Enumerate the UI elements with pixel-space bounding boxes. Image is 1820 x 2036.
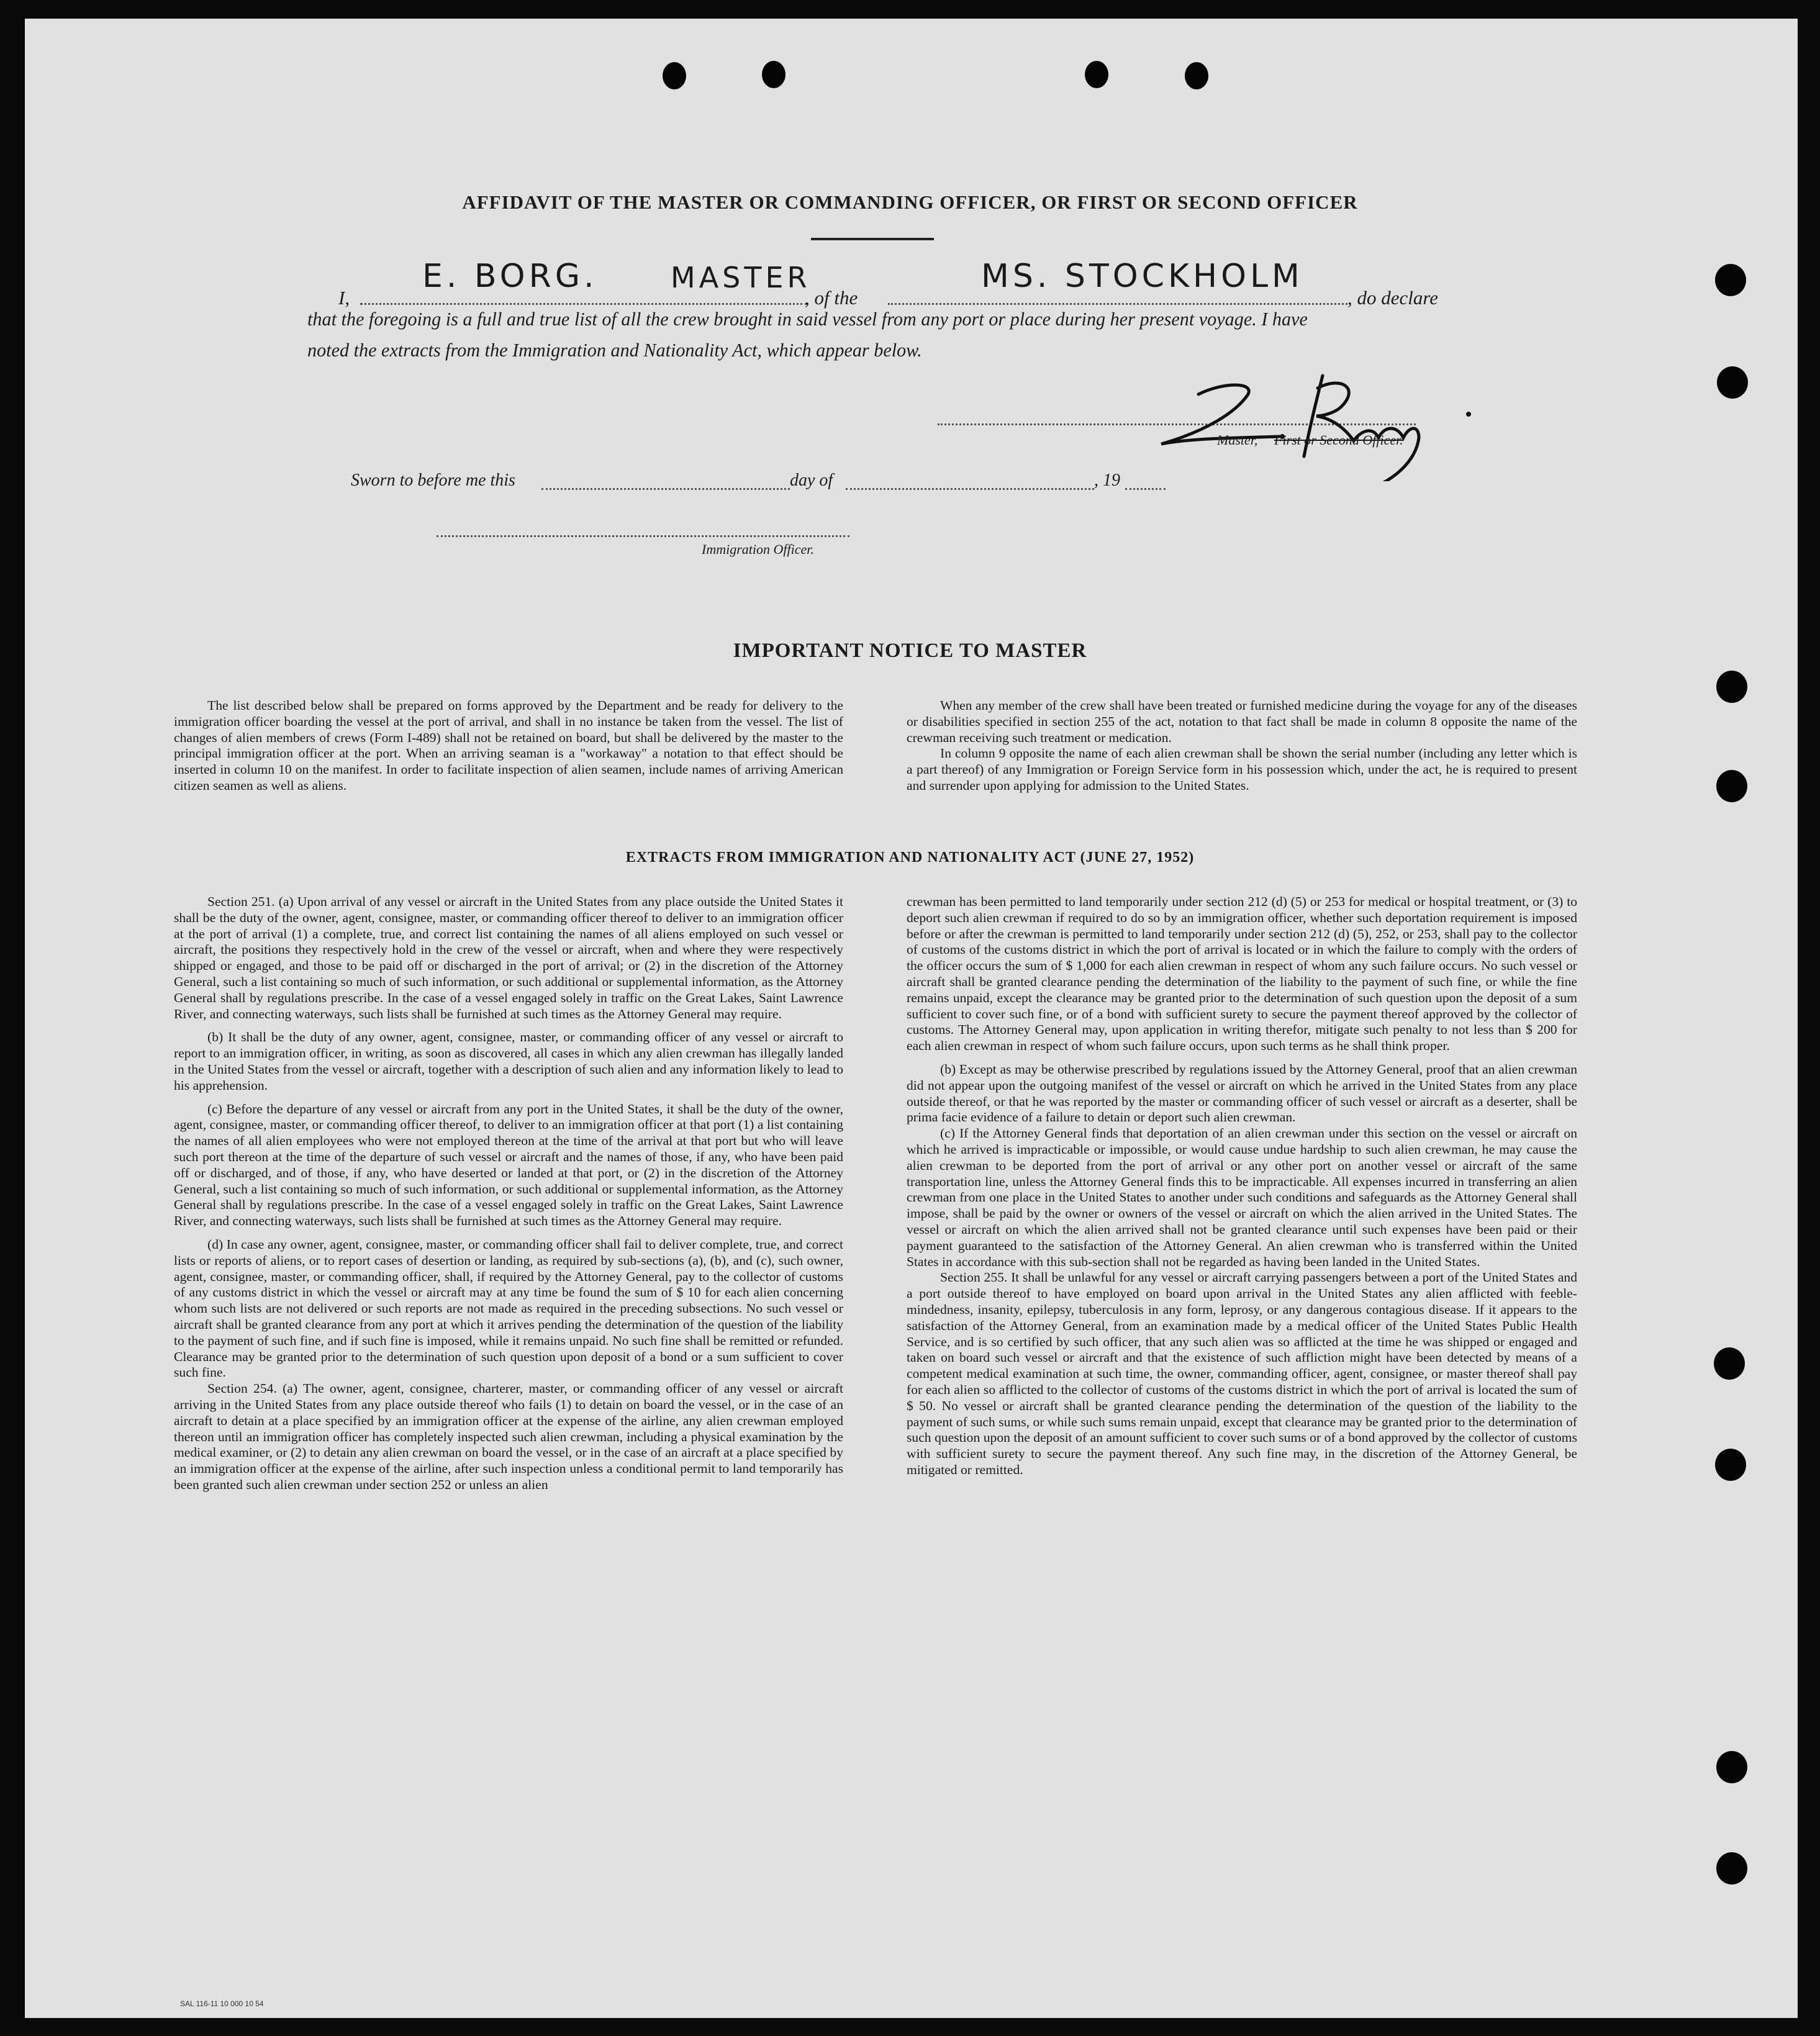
punch-hole bbox=[762, 61, 785, 88]
notice-title: IMPORTANT NOTICE TO MASTER bbox=[733, 640, 1087, 662]
extracts-title: EXTRACTS FROM IMMIGRATION AND NATIONALITY ACT (JUNE 27, 1952) bbox=[625, 849, 1195, 866]
extract-paragraph: Section 251. (a) Upon arrival of any vessel or aircraft in the United States from any place outside the United States it shall be the duty of the owner, agent, consignee, master, or commanding officer thereof to deliver to an immigration officer at the port of arrival (1) a complete, true, and correct list containing the names of all aliens employed on such vessel or aircraft, the positions they respectively hold in the crew of the vessel or aircraft, when and where they were respectively shipped or engaged, and those to be paid off or discharged in the port of arrival; or (2) in the discretion of the Attorney General, such a list containing so much of such information, or such additional or supplemental information, as the Attorney General shall by regulations prescribe. In the case of a vessel engaged solely in traffic on the Great Lakes, Saint Lawrence River, and connecting waterways, such lists shall be furnished at such times as the Attorney General may require. bbox=[174, 894, 843, 1021]
punch-hole bbox=[1714, 1347, 1745, 1380]
extracts-right bbox=[907, 894, 1577, 1478]
name-line bbox=[360, 303, 807, 305]
punch-hole bbox=[1085, 61, 1108, 88]
extract-paragraph: (b) Except as may be otherwise prescribed by regulations issued by the Attorney General, proof that an alien crewman did not appear upon the outgoing manifest of the vessel or aircraft on which he arrived in the United States from any place outside thereof, or that he was reported by the master or commanding officer of such vessel or aircraft as a deserter, shall be prima facie evidence of a failure to detain or deport such alien crewman. bbox=[907, 1061, 1577, 1125]
master-signature bbox=[1155, 357, 1478, 481]
notice-right bbox=[907, 698, 1577, 794]
affidavit-title: AFFIDAVIT OF THE MASTER OR COMMANDING OFFICER, OR FIRST OR SECOND OFFICER bbox=[462, 191, 1358, 213]
handwritten-name: E. BORG. bbox=[422, 258, 598, 295]
extracts-left bbox=[174, 894, 843, 1493]
punch-hole bbox=[663, 62, 686, 89]
signature-caption-struck: First or Second Officer. bbox=[1274, 432, 1403, 448]
punch-hole bbox=[1716, 770, 1747, 802]
decl-i: I, bbox=[338, 287, 350, 309]
extract-paragraph: Section 255. It shall be unlawful for any vessel or aircraft carrying passengers between a port of the United States and a port outside thereof to have employed on board upon arrival in the United States any alien afflicted with feeble-mindedness, insanity, epilepsy, tuberculosis in any form, leprosy, or any dangerous contagious disease. If it appears to the satisfaction of the Attorney General, from an examination made by a medical officer of the United States Public Health Service, and is so certified by such officer, that any such alien was so afflicted at the time he was shipped or engaged and taken on board such vessel or aircraft and that the existence of such affliction might have been detected by means of a competent medical examination at such time, the owner, commanding officer, agent, consignee, or master thereof shall pay for each alien so afflicted to the collector of customs of the customs district in which the port of arrival is located the sum of $ 50. No vessel or aircraft shall be granted clearance pending the determination of the question of the liability to the payment of such sums, or while such sums remain unpaid, except that clearance may be granted prior to the determination of such question upon the deposit of an amount sufficient to cover such sums or of a bond approved by the collector of customs with sufficient surety to secure the payment thereof. Any such fine may, in the discretion of the Attorney General, be mitigated or remitted. bbox=[907, 1270, 1577, 1477]
punch-hole bbox=[1715, 1449, 1746, 1481]
handwritten-rank: MASTER bbox=[671, 261, 811, 294]
punch-hole bbox=[1716, 1852, 1747, 1884]
immigration-officer-label: Immigration Officer. bbox=[702, 541, 814, 557]
immigration-officer-line bbox=[437, 535, 849, 537]
punch-hole bbox=[1716, 671, 1747, 703]
punch-hole bbox=[1716, 1751, 1747, 1783]
extract-paragraph: (c) If the Attorney General finds that deportation of an alien crewman under this section on the vessel or aircraft on which he arrived is impracticable or impossible, or would cause undue hardship to such alien crewman, he may cause the alien crewman to be deported from the port of arrival or any other port on another vessel or aircraft of the same transportation line, unless the Attorney General finds this to be impracticable. All expenses incurred in transferring an alien crewman from one place in the United States to another under such conditions and safeguards as the Attorney General shall impose, shall be paid by the owner or owners of the vessel or aircraft on which the alien arrived in the United States. The vessel or aircraft on which the alien arrived shall not be granted clearance until such expenses have been paid or their payment guaranteed to the satisfaction of the Attorney General. An alien crewman who is transferred within the United States in accordance with this sub-section shall not be regarded as having been landed in the United States. bbox=[907, 1126, 1577, 1269]
notice-right-paragraph-2: In column 9 opposite the name of each alien crewman shall be shown the serial number (including any letter which is a part thereof) of any Immigration or Foreign Service form in his possession which, under the act, he is required to present and surrender upon applying for admission to the United States. bbox=[907, 746, 1577, 793]
notice-left-paragraph: The list described below shall be prepared on forms approved by the Department and be ready for delivery to the immigration officer boarding the vessel at the port of arrival, and shall in no instance be taken from the vessel. The list of changes of alien members of crews (Form I-489) shall not be retained on board, but shall be delivered by the master to the principal immigration officer at the port. When an arriving seaman is a "workaway" a notation to that effect should be inserted in column 10 on the manifest. In order to facilitate inspection of alien seamen, include names of arriving American citizen seamen as well as aliens. bbox=[174, 698, 843, 793]
decl-line-2: that the foregoing is a full and true list of all the crew brought in said vessel from any port or place during her present voyage. I have bbox=[307, 309, 1308, 330]
punch-hole bbox=[1715, 264, 1746, 296]
decl-line-3: noted the extracts from the Immigration and Nationality Act, which appear below. bbox=[307, 340, 922, 361]
punch-hole bbox=[1717, 366, 1748, 399]
notice-left bbox=[174, 698, 843, 794]
extract-paragraph: (d) In case any owner, agent, consignee, master, or commanding officer shall fail to deliver complete, true, and correct lists or reports of aliens, or to report cases of desertion or landing, as required by sub-sections (a), (b), and (c), such owner, agent, consignee, master, or commanding officer, shall, if required by the Attorney General, pay to the collector of customs of any customs district in which the vessel or aircraft may at any time be found the sum of $ 10 for each alien concerning whom such lists are not delivered or such reports are not made as required in the preceding subsections. No such vessel or aircraft shall be granted clearance from any port at which it arrives pending the determination of the question of the liability to the payment of such fine, and if such fine is imposed, while it remains unpaid. No such fine shall be remitted or refunded. Clearance may be granted prior to the determination of such question upon deposit of a bond or a sum sufficient to cover such fine. bbox=[174, 1236, 843, 1380]
signature-caption-master: Master, bbox=[1217, 432, 1258, 448]
sworn-prefix: Sworn to before me this bbox=[351, 471, 515, 490]
title-rule bbox=[811, 238, 934, 240]
extract-paragraph: crewman has been permitted to land temporarily under section 212 (d) (5) or 253 for medical or hospital treatment, or (3) to deport such alien crewman if required to do so by an immigration officer, whether such deportation requirement is imposed before or after the crewman is permitted to land temporarily under section 212 (d) (5), 252, or 253, shall pay to the collector of customs of the customs district in which the port of arrival is located or in which the failure to comply with the orders of the officer occurs the sum of $ 1,000 for each alien crewman in respect of whom any such failure occurs. No such vessel or aircraft shall be granted clearance pending the determination of the liability to the payment of such fine, or while the fine remains unpaid, except the clearance may be granted prior to the determination of such question upon the deposit of a sum sufficient to cover such fine, or of a bond with sufficient surety to secure the payment thereof approved by the collector of customs. The Attorney General may, upon application in writing therefor, mitigate such penalty to not less than $ 200 for each alien crewman in respect of whom such failure occurs, upon such terms as he shall think proper. bbox=[907, 894, 1577, 1054]
sworn-year-line bbox=[1125, 488, 1166, 490]
extract-paragraph: (b) It shall be the duty of any owner, agent, consignee, master, or commanding officer of any vessel or aircraft to report to an immigration officer, in writing, as soon as discovered, all cases in which any alien crewman has illegally landed in the United States from the vessel or aircraft, together with a description of such alien and any information likely to lead to his apprehension. bbox=[174, 1029, 843, 1093]
decl-of-the: , of the bbox=[805, 287, 858, 309]
extract-paragraph: Section 254. (a) The owner, agent, consignee, charterer, master, or commanding officer of any vessel or aircraft arriving in the United States from any place outside thereof who fails (1) to detain on board the vessel, or in the case of an aircraft to detain at a place specified by an immigration officer at the expense of the airline, any alien crewman employed thereon until an immigration officer has completely inspected such alien crewman, including a physical examination by the medical examiner, or (2) to detain any alien crewman on board the vessel, or in the case of an aircraft at a place specified by an immigration officer at the expense of the airline, after such inspection unless a conditional permit to land temporarily has been granted such alien crewman under section 252 or unless an alien bbox=[174, 1381, 843, 1492]
sworn-day-line bbox=[541, 488, 790, 490]
form-number: SAL 116-11 10 000 10 54 bbox=[180, 1999, 264, 2008]
sworn-day-of: day of bbox=[790, 471, 833, 490]
sworn-month-line bbox=[846, 488, 1094, 490]
handwritten-vessel: MS. STOCKHOLM bbox=[981, 258, 1303, 295]
notice-right-paragraph-1: When any member of the crew shall have been treated or furnished medicine during the voyage for any of the diseases or disabilities specified in section 255 of the act, notation to that fact shall be made in column 8 opposite the name of the crewman receiving such treatment or medication. bbox=[907, 698, 1577, 745]
extract-paragraph: (c) Before the departure of any vessel or aircraft from any port in the United States, it shall be the duty of the owner, agent, consignee, master, or commanding officer thereof, to deliver to an immigration officer at that port (1) a list containing the names of all alien employees who were not employed thereon at the time of the arrival at that port but who will leave such port thereon at the time of the departure of such vessel or aircraft and the names of those, if any, who have been paid off or discharged, and of those, if any, who have deserted or landed at that port, or (2) in the discretion of the Attorney General, such a list containing so much of such information, or such additional or supplemental information, as the Attorney General shall by regulations prescribe. In the case of a vessel engaged solely in traffic on the Great Lakes, Saint Lawrence River, and connecting waterways, such lists shall be furnished at such times as the Attorney General may require. bbox=[174, 1101, 843, 1229]
decl-do-declare: , do declare bbox=[1347, 287, 1439, 309]
vessel-line bbox=[888, 303, 1347, 305]
punch-hole bbox=[1185, 62, 1208, 89]
sworn-year: , 19 bbox=[1094, 471, 1120, 490]
